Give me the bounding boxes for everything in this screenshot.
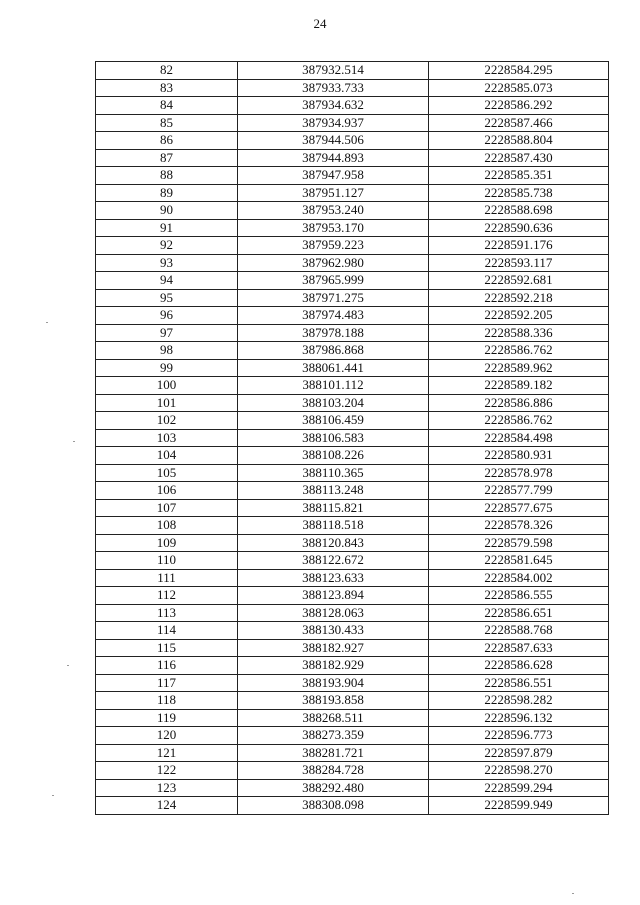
y-coordinate-cell: 2228584.002 [429,569,609,587]
table-row [96,254,609,272]
y-coordinate-cell: 2228588.336 [429,324,609,342]
x-coordinate-cell: 388106.583 [238,429,429,447]
scan-speck [572,893,574,894]
y-coordinate-cell: 2228586.551 [429,674,609,692]
point-number-cell: 104 [96,447,238,465]
table-row [96,517,609,535]
point-number-cell: 85 [96,114,238,132]
point-number-cell: 84 [96,97,238,115]
table-row [96,464,609,482]
y-coordinate-cell: 2228579.598 [429,534,609,552]
y-coordinate-cell: 2228597.879 [429,744,609,762]
table-row [96,149,609,167]
point-number-cell: 106 [96,482,238,500]
y-coordinate-cell: 2228589.962 [429,359,609,377]
y-coordinate-cell: 2228585.738 [429,184,609,202]
scan-speck [52,795,54,796]
y-coordinate-cell: 2228592.205 [429,307,609,325]
table-row [96,359,609,377]
point-number-cell: 111 [96,569,238,587]
table-row [96,324,609,342]
y-coordinate-cell: 2228577.675 [429,499,609,517]
point-number-cell: 121 [96,744,238,762]
table-row [96,779,609,797]
y-coordinate-cell: 2228585.351 [429,167,609,185]
table-row [96,797,609,815]
point-number-cell: 124 [96,797,238,815]
table-row [96,762,609,780]
y-coordinate-cell: 2228586.762 [429,342,609,360]
point-number-cell: 98 [96,342,238,360]
x-coordinate-cell: 387932.514 [238,62,429,80]
table-row [96,482,609,500]
y-coordinate-cell: 2228590.636 [429,219,609,237]
y-coordinate-cell: 2228589.182 [429,377,609,395]
x-coordinate-cell: 388281.721 [238,744,429,762]
point-number-cell: 117 [96,674,238,692]
table-row [96,307,609,325]
table-row [96,727,609,745]
point-number-cell: 95 [96,289,238,307]
point-number-cell: 109 [96,534,238,552]
x-coordinate-cell: 388113.248 [238,482,429,500]
table-row [96,289,609,307]
point-number-cell: 91 [96,219,238,237]
y-coordinate-cell: 2228591.176 [429,237,609,255]
y-coordinate-cell: 2228585.073 [429,79,609,97]
y-coordinate-cell: 2228586.292 [429,97,609,115]
y-coordinate-cell: 2228586.628 [429,657,609,675]
point-number-cell: 89 [96,184,238,202]
point-number-cell: 114 [96,622,238,640]
page-number: 24 [313,16,327,31]
x-coordinate-cell: 388106.459 [238,412,429,430]
point-number-cell: 99 [96,359,238,377]
point-number-cell: 93 [96,254,238,272]
x-coordinate-cell: 388120.843 [238,534,429,552]
x-coordinate-cell: 388118.518 [238,517,429,535]
y-coordinate-cell: 2228586.762 [429,412,609,430]
x-coordinate-cell: 387974.483 [238,307,429,325]
y-coordinate-cell: 2228593.117 [429,254,609,272]
table-row [96,587,609,605]
point-number-cell: 101 [96,394,238,412]
table-row [96,604,609,622]
x-coordinate-cell: 388123.633 [238,569,429,587]
table-row [96,342,609,360]
x-coordinate-cell: 387986.868 [238,342,429,360]
point-number-cell: 118 [96,692,238,710]
x-coordinate-cell: 388193.858 [238,692,429,710]
x-coordinate-cell: 388128.063 [238,604,429,622]
x-coordinate-cell: 388122.672 [238,552,429,570]
scan-speck [73,441,75,442]
table-row [96,534,609,552]
y-coordinate-cell: 2228588.698 [429,202,609,220]
y-coordinate-cell: 2228588.804 [429,132,609,150]
x-coordinate-cell: 387951.127 [238,184,429,202]
table-row [96,429,609,447]
point-number-cell: 92 [96,237,238,255]
point-number-cell: 90 [96,202,238,220]
point-number-cell: 120 [96,727,238,745]
x-coordinate-cell: 388123.894 [238,587,429,605]
point-number-cell: 107 [96,499,238,517]
y-coordinate-cell: 2228586.555 [429,587,609,605]
table-row [96,272,609,290]
y-coordinate-cell: 2228581.645 [429,552,609,570]
table-row [96,237,609,255]
point-number-cell: 112 [96,587,238,605]
y-coordinate-cell: 2228584.498 [429,429,609,447]
point-number-cell: 96 [96,307,238,325]
x-coordinate-cell: 387947.958 [238,167,429,185]
x-coordinate-cell: 387965.999 [238,272,429,290]
table-row [96,377,609,395]
x-coordinate-cell: 388103.204 [238,394,429,412]
x-coordinate-cell: 388108.226 [238,447,429,465]
x-coordinate-cell: 388110.365 [238,464,429,482]
table-row [96,744,609,762]
point-number-cell: 86 [96,132,238,150]
point-number-cell: 88 [96,167,238,185]
table-row [96,97,609,115]
x-coordinate-cell: 387944.506 [238,132,429,150]
x-coordinate-cell: 387971.275 [238,289,429,307]
x-coordinate-cell: 388130.433 [238,622,429,640]
table-row [96,202,609,220]
y-coordinate-cell: 2228599.294 [429,779,609,797]
point-number-cell: 97 [96,324,238,342]
point-number-cell: 105 [96,464,238,482]
table-row [96,657,609,675]
table-row [96,114,609,132]
y-coordinate-cell: 2228596.132 [429,709,609,727]
x-coordinate-cell: 387959.223 [238,237,429,255]
coordinates-table-body [96,62,609,815]
x-coordinate-cell: 387934.632 [238,97,429,115]
y-coordinate-cell: 2228586.651 [429,604,609,622]
y-coordinate-cell: 2228578.978 [429,464,609,482]
x-coordinate-cell: 388061.441 [238,359,429,377]
y-coordinate-cell: 2228592.681 [429,272,609,290]
x-coordinate-cell: 387953.170 [238,219,429,237]
point-number-cell: 113 [96,604,238,622]
y-coordinate-cell: 2228598.270 [429,762,609,780]
x-coordinate-cell: 388273.359 [238,727,429,745]
table-row [96,167,609,185]
point-number-cell: 115 [96,639,238,657]
coordinates-table [95,61,609,815]
table-row [96,184,609,202]
y-coordinate-cell: 2228592.218 [429,289,609,307]
point-number-cell: 87 [96,149,238,167]
table-row [96,62,609,80]
x-coordinate-cell: 387944.893 [238,149,429,167]
point-number-cell: 83 [96,79,238,97]
point-number-cell: 110 [96,552,238,570]
y-coordinate-cell: 2228587.466 [429,114,609,132]
point-number-cell: 103 [96,429,238,447]
x-coordinate-cell: 387953.240 [238,202,429,220]
y-coordinate-cell: 2228588.768 [429,622,609,640]
y-coordinate-cell: 2228598.282 [429,692,609,710]
y-coordinate-cell: 2228587.633 [429,639,609,657]
x-coordinate-cell: 388182.929 [238,657,429,675]
point-number-cell: 94 [96,272,238,290]
table-row [96,499,609,517]
scan-speck [67,665,69,666]
point-number-cell: 100 [96,377,238,395]
table-row [96,674,609,692]
y-coordinate-cell: 2228577.799 [429,482,609,500]
y-coordinate-cell: 2228596.773 [429,727,609,745]
point-number-cell: 122 [96,762,238,780]
table-row [96,552,609,570]
table-row [96,622,609,640]
x-coordinate-cell: 388101.112 [238,377,429,395]
x-coordinate-cell: 388193.904 [238,674,429,692]
y-coordinate-cell: 2228587.430 [429,149,609,167]
point-number-cell: 102 [96,412,238,430]
y-coordinate-cell: 2228599.949 [429,797,609,815]
table-row [96,394,609,412]
table-row [96,639,609,657]
x-coordinate-cell: 388182.927 [238,639,429,657]
y-coordinate-cell: 2228580.931 [429,447,609,465]
table-row [96,709,609,727]
x-coordinate-cell: 388292.480 [238,779,429,797]
x-coordinate-cell: 388115.821 [238,499,429,517]
table-row [96,79,609,97]
table-row [96,692,609,710]
x-coordinate-cell: 387933.733 [238,79,429,97]
point-number-cell: 82 [96,62,238,80]
point-number-cell: 119 [96,709,238,727]
y-coordinate-cell: 2228584.295 [429,62,609,80]
table-row [96,219,609,237]
x-coordinate-cell: 387978.188 [238,324,429,342]
y-coordinate-cell: 2228586.886 [429,394,609,412]
scan-speck [46,322,48,323]
table-row [96,132,609,150]
x-coordinate-cell: 388308.098 [238,797,429,815]
table-row [96,569,609,587]
point-number-cell: 108 [96,517,238,535]
y-coordinate-cell: 2228578.326 [429,517,609,535]
table-row [96,447,609,465]
table-row [96,412,609,430]
point-number-cell: 123 [96,779,238,797]
x-coordinate-cell: 387934.937 [238,114,429,132]
x-coordinate-cell: 388268.511 [238,709,429,727]
x-coordinate-cell: 388284.728 [238,762,429,780]
x-coordinate-cell: 387962.980 [238,254,429,272]
point-number-cell: 116 [96,657,238,675]
